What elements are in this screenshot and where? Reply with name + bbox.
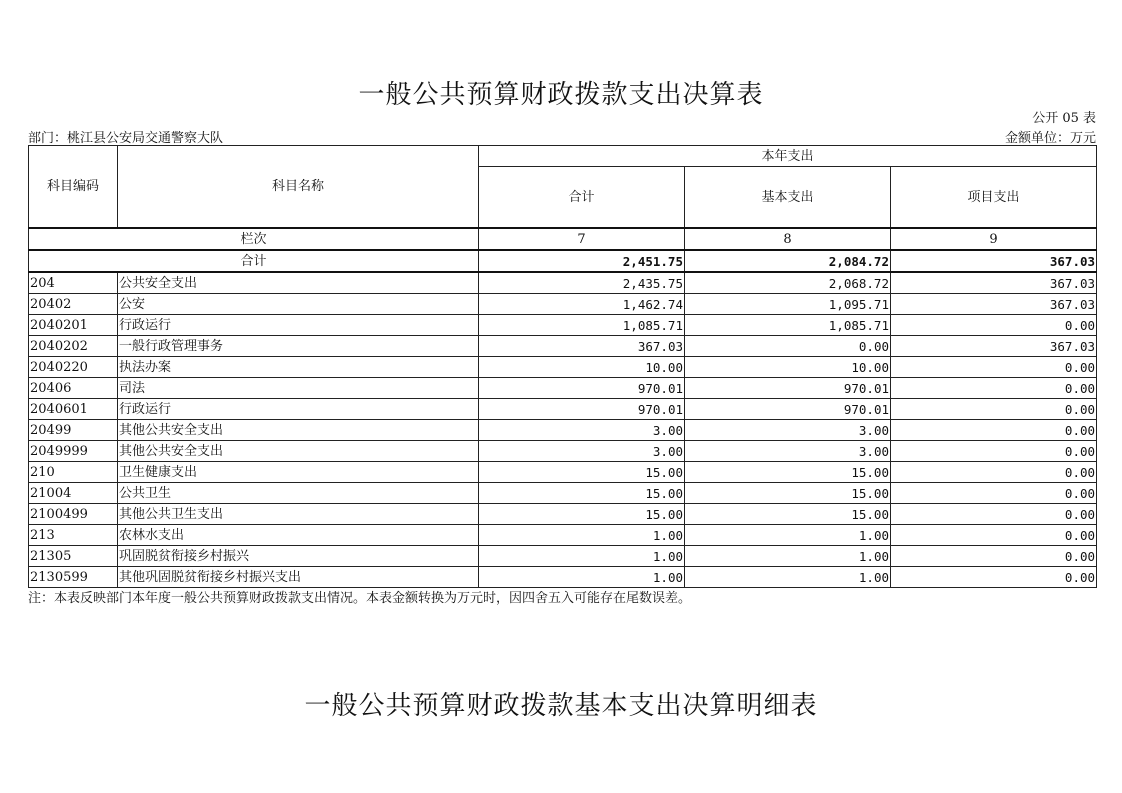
header-current-year-expenditure: 本年支出: [479, 146, 1097, 167]
department-label: 部门：桃江县公安局交通警察大队: [28, 131, 224, 146]
row-total: 367.03: [479, 336, 685, 357]
row-code: 21004: [29, 483, 118, 504]
table-row: [29, 272, 1097, 294]
row-code: 20402: [29, 294, 118, 315]
header-name: 科目名称: [118, 146, 479, 229]
row-name: 卫生健康支出: [118, 462, 479, 483]
row-project: 0.00: [891, 483, 1097, 504]
row-name: 司法: [118, 378, 479, 399]
amount-unit-label: 金额单位：万元: [1004, 131, 1096, 146]
row-project: 367.03: [891, 336, 1097, 357]
row-name: 其他公共安全支出: [118, 441, 479, 462]
row-project: 0.00: [891, 546, 1097, 567]
row-total: 1.00: [479, 525, 685, 546]
table-row: [29, 420, 1097, 441]
row-code: 2040201: [29, 315, 118, 336]
row-name: 巩固脱贫衔接乡村振兴: [118, 546, 479, 567]
table-row: [29, 504, 1097, 525]
row-project: 0.00: [891, 567, 1097, 588]
row-code: 210: [29, 462, 118, 483]
row-total: 1.00: [479, 546, 685, 567]
row-code: 21305: [29, 546, 118, 567]
row-project: 367.03: [891, 272, 1097, 294]
row-basic: 1,095.71: [685, 294, 891, 315]
total-row-project: 367.03: [891, 250, 1097, 272]
row-name: 农林水支出: [118, 525, 479, 546]
column-number-7: 7: [479, 228, 685, 250]
next-section-title: 一般公共预算财政拨款基本支出决算明细表: [304, 691, 818, 721]
row-name: 公安: [118, 294, 479, 315]
row-code: 2040220: [29, 357, 118, 378]
row-basic: 970.01: [685, 378, 891, 399]
row-project: 0.00: [891, 525, 1097, 546]
row-basic: 15.00: [685, 462, 891, 483]
row-code: 20406: [29, 378, 118, 399]
row-basic: 3.00: [685, 441, 891, 462]
row-total: 15.00: [479, 462, 685, 483]
row-basic: 15.00: [685, 504, 891, 525]
row-basic: 3.00: [685, 420, 891, 441]
row-project: 0.00: [891, 441, 1097, 462]
row-project: 0.00: [891, 378, 1097, 399]
row-code: 2130599: [29, 567, 118, 588]
row-total: 1.00: [479, 567, 685, 588]
header-code: 科目编码: [29, 146, 118, 229]
table-row: [29, 441, 1097, 462]
row-basic: 10.00: [685, 357, 891, 378]
column-row-label: 栏次: [29, 228, 479, 250]
row-total: 15.00: [479, 483, 685, 504]
row-name: 公共安全支出: [118, 272, 479, 294]
row-total: 10.00: [479, 357, 685, 378]
row-basic: 970.01: [685, 399, 891, 420]
table-row: [29, 294, 1097, 315]
column-number-9: 9: [891, 228, 1097, 250]
row-total: 970.01: [479, 399, 685, 420]
table-row: [29, 336, 1097, 357]
total-row-total: 2,451.75: [479, 250, 685, 272]
header-project: 项目支出: [891, 167, 1097, 229]
row-total: 3.00: [479, 420, 685, 441]
row-name: 一般行政管理事务: [118, 336, 479, 357]
row-code: 2040202: [29, 336, 118, 357]
table-row: [29, 567, 1097, 588]
row-total: 2,435.75: [479, 272, 685, 294]
table-footnote: 注：本表反映部门本年度一般公共预算财政拨款支出情况。本表金额转换为万元时，因四舍五入可能存在尾数误差。: [28, 591, 692, 606]
row-basic: 2,068.72: [685, 272, 891, 294]
row-name: 执法办案: [118, 357, 479, 378]
row-code: 2100499: [29, 504, 118, 525]
row-project: 0.00: [891, 504, 1097, 525]
table-row: [29, 546, 1097, 567]
total-row-basic: 2,084.72: [685, 250, 891, 272]
row-project: 0.00: [891, 315, 1097, 336]
header-total: 合计: [479, 167, 685, 229]
row-code: 204: [29, 272, 118, 294]
row-name: 其他公共安全支出: [118, 420, 479, 441]
column-number-8: 8: [685, 228, 891, 250]
row-basic: 15.00: [685, 483, 891, 504]
row-project: 0.00: [891, 399, 1097, 420]
row-project: 367.03: [891, 294, 1097, 315]
row-code: 2049999: [29, 441, 118, 462]
table-row: [29, 462, 1097, 483]
table-row: [29, 357, 1097, 378]
row-project: 0.00: [891, 357, 1097, 378]
row-total: 3.00: [479, 441, 685, 462]
page-title: 一般公共预算财政拨款支出决算表: [358, 80, 764, 110]
row-code: 20499: [29, 420, 118, 441]
row-total: 1,085.71: [479, 315, 685, 336]
table-row: [29, 483, 1097, 504]
table-row: [29, 378, 1097, 399]
row-code: 213: [29, 525, 118, 546]
row-total: 15.00: [479, 504, 685, 525]
row-basic: 1.00: [685, 567, 891, 588]
row-basic: 1,085.71: [685, 315, 891, 336]
expenditure-table: [28, 145, 1097, 588]
row-total: 970.01: [479, 378, 685, 399]
row-project: 0.00: [891, 420, 1097, 441]
row-basic: 0.00: [685, 336, 891, 357]
row-project: 0.00: [891, 462, 1097, 483]
row-total: 1,462.74: [479, 294, 685, 315]
table-row: [29, 315, 1097, 336]
form-number: 公开 05 表: [1032, 111, 1096, 126]
row-name: 行政运行: [118, 399, 479, 420]
row-name: 公共卫生: [118, 483, 479, 504]
table-row: [29, 525, 1097, 546]
row-name: 其他巩固脱贫衔接乡村振兴支出: [118, 567, 479, 588]
header-basic: 基本支出: [685, 167, 891, 229]
total-row-label: 合计: [29, 250, 479, 272]
row-name: 其他公共卫生支出: [118, 504, 479, 525]
table-row: [29, 399, 1097, 420]
row-name: 行政运行: [118, 315, 479, 336]
row-code: 2040601: [29, 399, 118, 420]
row-basic: 1.00: [685, 525, 891, 546]
row-basic: 1.00: [685, 546, 891, 567]
